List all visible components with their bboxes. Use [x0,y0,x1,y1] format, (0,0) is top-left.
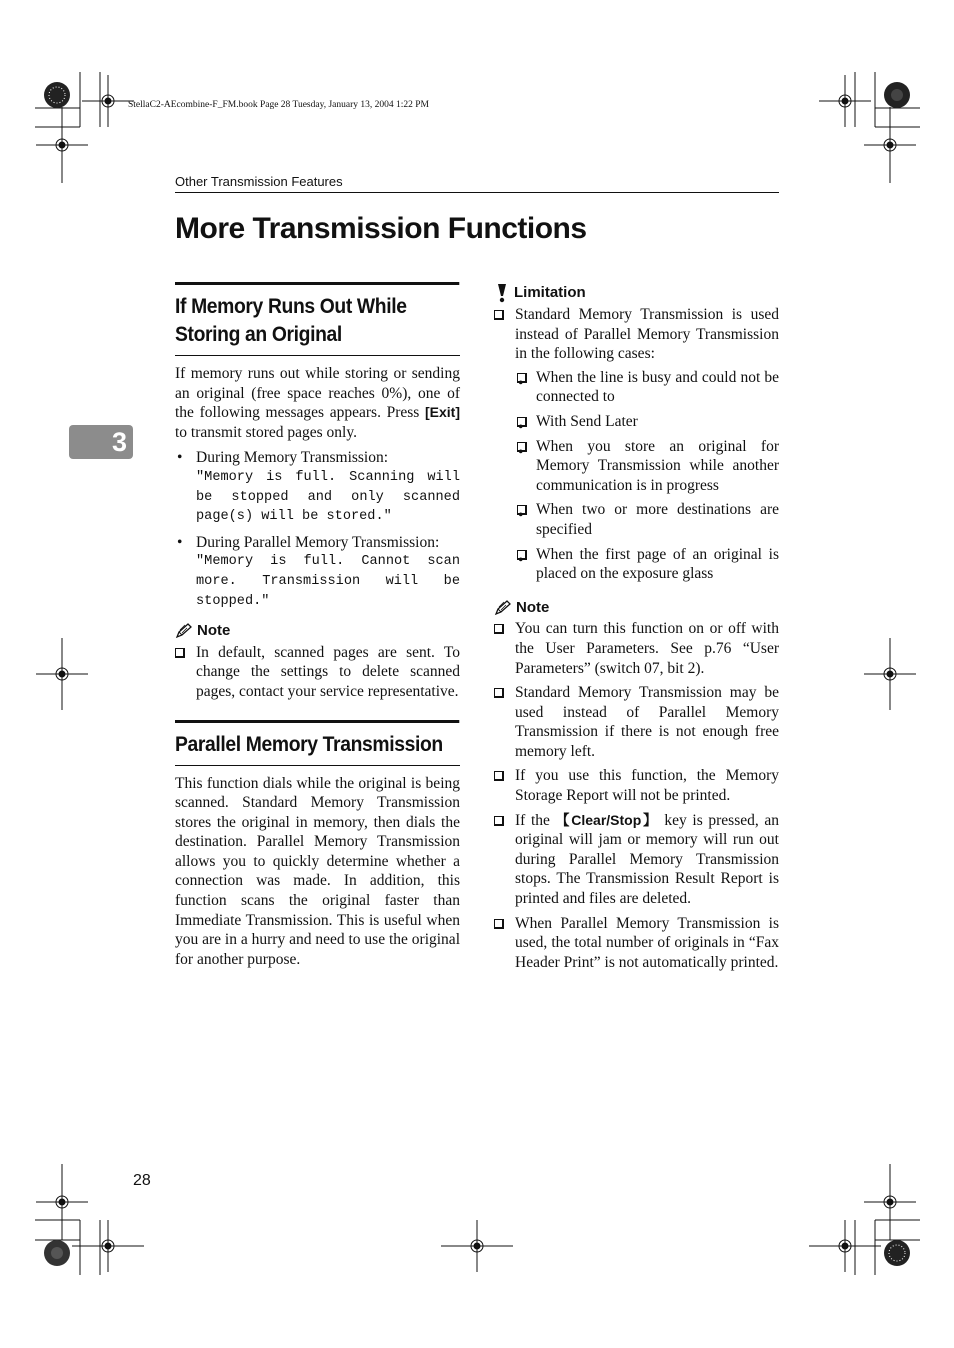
list-item: Standard Memory Transmission may be used instead of Parallel Memory Transmission if there is not enough free memory left. [494,683,779,761]
bullet-label: During Parallel Memory Transmission: [196,533,440,551]
list-item: You can turn this function on or off with the User Parameters. See p.76 “User Parameters” (switch 07, bit 2). [494,619,779,678]
section-rule [175,355,460,356]
list-item: When Parallel Memory Transmission is used, the total number of originals in “Fax Header Print” is not automatically printed. [494,914,779,973]
note-heading-text: Note [516,598,550,616]
list-item: • When two or more destinations are specified [515,500,779,539]
limitation-cases [515,368,779,584]
heading-line-2: Storing an Original [175,323,342,346]
list-item [494,305,779,584]
memory-body [175,364,460,442]
note-heading-right [494,598,779,618]
page-number: 28 [133,1172,151,1189]
section-heading-parallel: Parallel Memory Transmission [175,720,459,759]
bullet-label: During Memory Transmission: [196,449,389,467]
exit-key-label: [Exit] [425,404,460,421]
clear-item-text: If the [515,811,556,829]
memory-body-text: If memory runs out while storing or sending an original (free space reaches 0%), one of the following messages appears. Press [175,365,460,422]
memory-message-list [175,448,460,611]
left-column [175,282,460,969]
limitation-text: Standard Memory Transmission is used instead of Parallel Memory Transmission in the following cases: [515,306,779,363]
list-item: If you use this function, the Memory Storage Report will not be printed. [494,766,779,805]
list-item [175,448,460,526]
list-item: • When you store an original for Memory Transmission while another communication is in progress [515,437,779,496]
limitation-heading [494,283,779,303]
section-rule [175,765,460,766]
note-list-right [494,619,779,972]
right-column [494,283,779,977]
pencil-note-icon [494,600,512,616]
pencil-note-icon [175,623,193,639]
limitation-list [494,305,779,584]
list-item: • When the first page of an original is placed on the exposure glass [515,545,779,584]
exclamation-icon [494,283,510,303]
clear-stop-key-label: 【Clear/Stop】 [555,811,659,828]
page-title: More Transmission Functions [175,212,587,245]
screen-message: "Memory is full. Scanning will be stopped and only scanned page(s) will be stored." [196,469,460,525]
heading-line-1: If Memory Runs Out While [175,295,407,318]
list-item: • When the line is busy and could not be connected to [515,368,779,407]
note-heading-left [175,621,460,641]
memory-body-text-end: to transmit stored pages only. [175,423,357,441]
list-item [494,811,779,909]
chapter-tab: 3 [69,425,133,459]
note-heading-text: Note [197,622,231,640]
screen-message: "Memory is full. Cannot scan more. Transmission will be stopped." [196,554,460,609]
list-item: In default, scanned pages are sent. To change the settings to delete scanned pages, contact your service representative. [175,643,460,702]
section-heading-memory [175,282,459,349]
note-list-left [175,643,460,702]
parallel-body: This function dials while the original is being scanned. Standard Memory Transmission stores the original in memory, then dials the destination. Parallel Memory Transmission allows you to quickly determine whether a connection was made. In addition, this function scans the original faster than Immediate Transmission. This is useful when you are in a hurry and need to use the original for another purpose. [175,774,460,968]
clear-item-text-end: key is pressed, an original will jam or memory will run out during Parallel Memory Transmission stops. The Transmission Result Report is printed and files are deleted. [515,811,779,908]
running-header: Other Transmission Features [175,174,343,189]
header-rule [175,192,779,193]
list-item [175,533,460,611]
limitation-heading-text: Limitation [514,284,586,302]
list-item: • With Send Later [515,412,779,432]
print-info-line: StellaC2-AEcombine-F_FM.book Page 28 Tuesday, January 13, 2004 1:22 PM [128,100,430,110]
